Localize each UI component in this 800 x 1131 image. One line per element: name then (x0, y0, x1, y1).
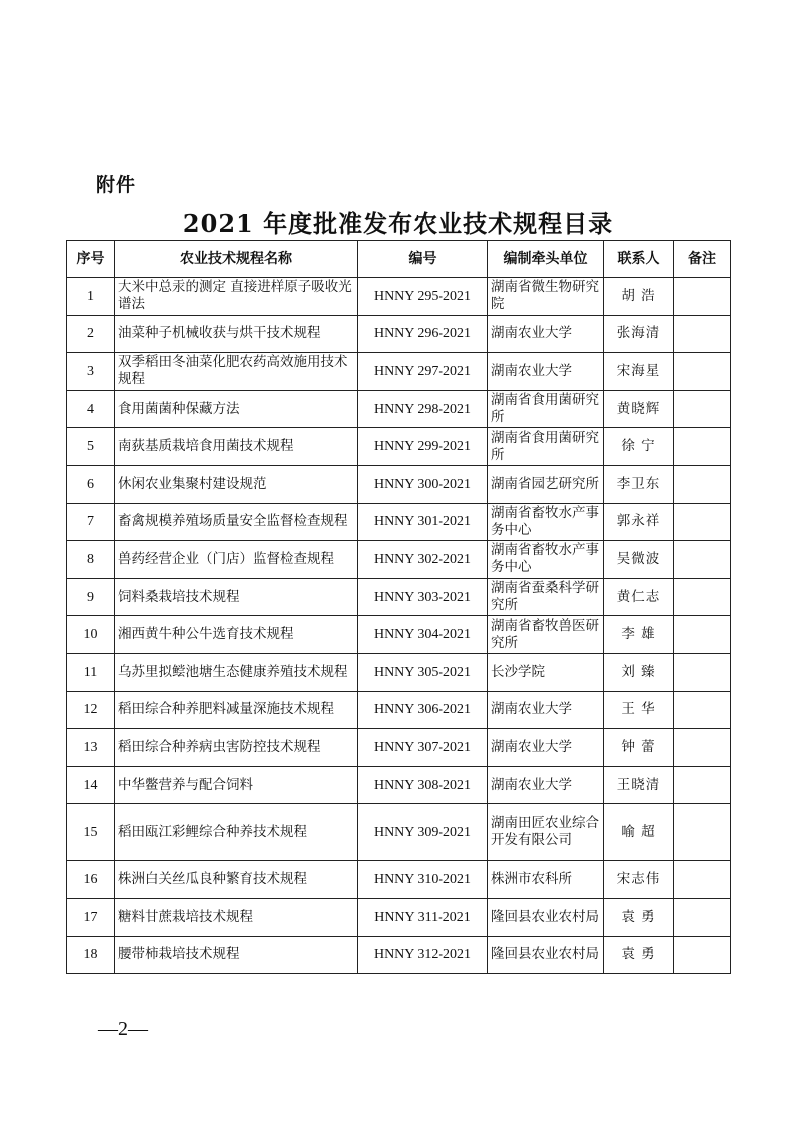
cell-code: HNNY 295-2021 (358, 278, 488, 316)
cell-note (674, 691, 731, 729)
cell-note (674, 278, 731, 316)
cell-name: 畜禽规模养殖场质量安全监督检查规程 (115, 503, 358, 541)
cell-code: HNNY 309-2021 (358, 804, 488, 861)
cell-note (674, 315, 731, 353)
cell-note (674, 616, 731, 654)
cell-contact: 郭永祥 (604, 503, 674, 541)
cell-unit: 湖南省畜牧水产事务中心 (488, 503, 604, 541)
cell-unit: 湖南农业大学 (488, 729, 604, 767)
cell-contact: 徐 宁 (604, 428, 674, 466)
cell-no: 6 (67, 465, 115, 503)
cell-unit: 湖南省食用菌研究所 (488, 428, 604, 466)
cell-note (674, 541, 731, 579)
cell-code: HNNY 310-2021 (358, 861, 488, 899)
table-row (67, 428, 731, 466)
cell-contact: 王晓清 (604, 766, 674, 804)
cell-unit: 湖南省微生物研究院 (488, 278, 604, 316)
cell-no: 10 (67, 616, 115, 654)
cell-name: 株洲白关丝瓜良种繁育技术规程 (115, 861, 358, 899)
cell-contact: 钟 蕾 (604, 729, 674, 767)
cell-contact: 黄晓辉 (604, 390, 674, 428)
table-row (67, 541, 731, 579)
cell-code: HNNY 301-2021 (358, 503, 488, 541)
cell-code: HNNY 308-2021 (358, 766, 488, 804)
cell-code: HNNY 304-2021 (358, 616, 488, 654)
cell-contact: 宋海星 (604, 353, 674, 391)
cell-unit: 湖南农业大学 (488, 691, 604, 729)
cell-name: 中华鳖营养与配合饲料 (115, 766, 358, 804)
cell-name: 双季稻田冬油菜化肥农药高效施用技术规程 (115, 353, 358, 391)
cell-contact: 袁 勇 (604, 898, 674, 936)
cell-code: HNNY 297-2021 (358, 353, 488, 391)
cell-code: HNNY 312-2021 (358, 936, 488, 974)
cell-name: 腰带柿栽培技术规程 (115, 936, 358, 974)
cell-contact: 王 华 (604, 691, 674, 729)
cell-code: HNNY 298-2021 (358, 390, 488, 428)
cell-code: HNNY 300-2021 (358, 465, 488, 503)
cell-no: 13 (67, 729, 115, 767)
cell-contact: 李 雄 (604, 616, 674, 654)
cell-note (674, 465, 731, 503)
cell-no: 11 (67, 653, 115, 691)
cell-unit: 湖南田匠农业综合开发有限公司 (488, 804, 604, 861)
table-row (67, 804, 731, 861)
cell-note (674, 898, 731, 936)
cell-no: 18 (67, 936, 115, 974)
cell-name: 休闲农业集聚村建设规范 (115, 465, 358, 503)
cell-note (674, 766, 731, 804)
cell-code: HNNY 305-2021 (358, 653, 488, 691)
cell-contact: 张海清 (604, 315, 674, 353)
cell-note (674, 503, 731, 541)
cell-name: 大米中总汞的测定 直接进样原子吸收光谱法 (115, 278, 358, 316)
cell-name: 湘西黄牛种公牛选育技术规程 (115, 616, 358, 654)
table-row (67, 578, 731, 616)
cell-unit: 长沙学院 (488, 653, 604, 691)
cell-no: 2 (67, 315, 115, 353)
cell-name: 糖料甘蔗栽培技术规程 (115, 898, 358, 936)
cell-code: HNNY 296-2021 (358, 315, 488, 353)
cell-no: 7 (67, 503, 115, 541)
header-unit: 编制牵头单位 (488, 241, 604, 278)
header-no: 序号 (67, 241, 115, 278)
cell-no: 14 (67, 766, 115, 804)
cell-unit: 湖南省园艺研究所 (488, 465, 604, 503)
header-note: 备注 (674, 241, 731, 278)
cell-unit: 湖南省食用菌研究所 (488, 390, 604, 428)
table-header-row (67, 241, 731, 278)
cell-contact: 宋志伟 (604, 861, 674, 899)
cell-note (674, 578, 731, 616)
document-title: 2021 年度批准发布农业技术规程目录 (182, 209, 614, 238)
attachment-label: 附件 (96, 174, 137, 196)
cell-no: 4 (67, 390, 115, 428)
cell-note (674, 353, 731, 391)
cell-unit: 隆回县农业农村局 (488, 936, 604, 974)
cell-code: HNNY 311-2021 (358, 898, 488, 936)
table-row (67, 861, 731, 899)
cell-note (674, 653, 731, 691)
cell-unit: 湖南省蚕桑科学研究所 (488, 578, 604, 616)
cell-note (674, 428, 731, 466)
cell-name: 稻田瓯江彩鲤综合种养技术规程 (115, 804, 358, 861)
cell-no: 9 (67, 578, 115, 616)
cell-no: 16 (67, 861, 115, 899)
table-row (67, 278, 731, 316)
page-number: —2— (98, 1018, 148, 1040)
cell-name: 乌苏里拟鲿池塘生态健康养殖技术规程 (115, 653, 358, 691)
technical-regulations-table (66, 240, 731, 974)
cell-name: 南荻基质栽培食用菌技术规程 (115, 428, 358, 466)
cell-unit: 湖南省畜牧兽医研究所 (488, 616, 604, 654)
cell-contact: 刘 臻 (604, 653, 674, 691)
cell-name: 饲料桑栽培技术规程 (115, 578, 358, 616)
cell-note (674, 861, 731, 899)
cell-no: 8 (67, 541, 115, 579)
cell-code: HNNY 302-2021 (358, 541, 488, 579)
header-code: 编号 (358, 241, 488, 278)
cell-no: 1 (67, 278, 115, 316)
cell-contact: 黄仁志 (604, 578, 674, 616)
table-row (67, 353, 731, 391)
cell-unit: 湖南农业大学 (488, 766, 604, 804)
cell-no: 15 (67, 804, 115, 861)
cell-note (674, 804, 731, 861)
header-name: 农业技术规程名称 (115, 241, 358, 278)
cell-unit: 湖南农业大学 (488, 353, 604, 391)
table-row (67, 766, 731, 804)
cell-note (674, 729, 731, 767)
cell-name: 食用菌菌种保藏方法 (115, 390, 358, 428)
cell-unit: 湖南农业大学 (488, 315, 604, 353)
cell-note (674, 390, 731, 428)
cell-unit: 湖南省畜牧水产事务中心 (488, 541, 604, 579)
cell-name: 稻田综合种养病虫害防控技术规程 (115, 729, 358, 767)
table-row (67, 315, 731, 353)
table-row (67, 616, 731, 654)
cell-contact: 胡 浩 (604, 278, 674, 316)
cell-unit: 株洲市农科所 (488, 861, 604, 899)
table-row (67, 936, 731, 974)
cell-code: HNNY 307-2021 (358, 729, 488, 767)
cell-no: 12 (67, 691, 115, 729)
cell-contact: 袁 勇 (604, 936, 674, 974)
cell-no: 3 (67, 353, 115, 391)
cell-no: 5 (67, 428, 115, 466)
cell-contact: 李卫东 (604, 465, 674, 503)
table-row (67, 653, 731, 691)
cell-name: 油菜种子机械收获与烘干技术规程 (115, 315, 358, 353)
cell-name: 稻田综合种养肥料减量深施技术规程 (115, 691, 358, 729)
table-row (67, 691, 731, 729)
cell-contact: 吴微波 (604, 541, 674, 579)
cell-unit: 隆回县农业农村局 (488, 898, 604, 936)
cell-code: HNNY 306-2021 (358, 691, 488, 729)
cell-contact: 喻 超 (604, 804, 674, 861)
cell-name: 兽药经营企业（门店）监督检查规程 (115, 541, 358, 579)
cell-code: HNNY 303-2021 (358, 578, 488, 616)
cell-no: 17 (67, 898, 115, 936)
cell-note (674, 936, 731, 974)
table-row (67, 503, 731, 541)
table-row (67, 898, 731, 936)
table-row (67, 390, 731, 428)
header-contact: 联系人 (604, 241, 674, 278)
cell-code: HNNY 299-2021 (358, 428, 488, 466)
table-row (67, 729, 731, 767)
table-row (67, 465, 731, 503)
